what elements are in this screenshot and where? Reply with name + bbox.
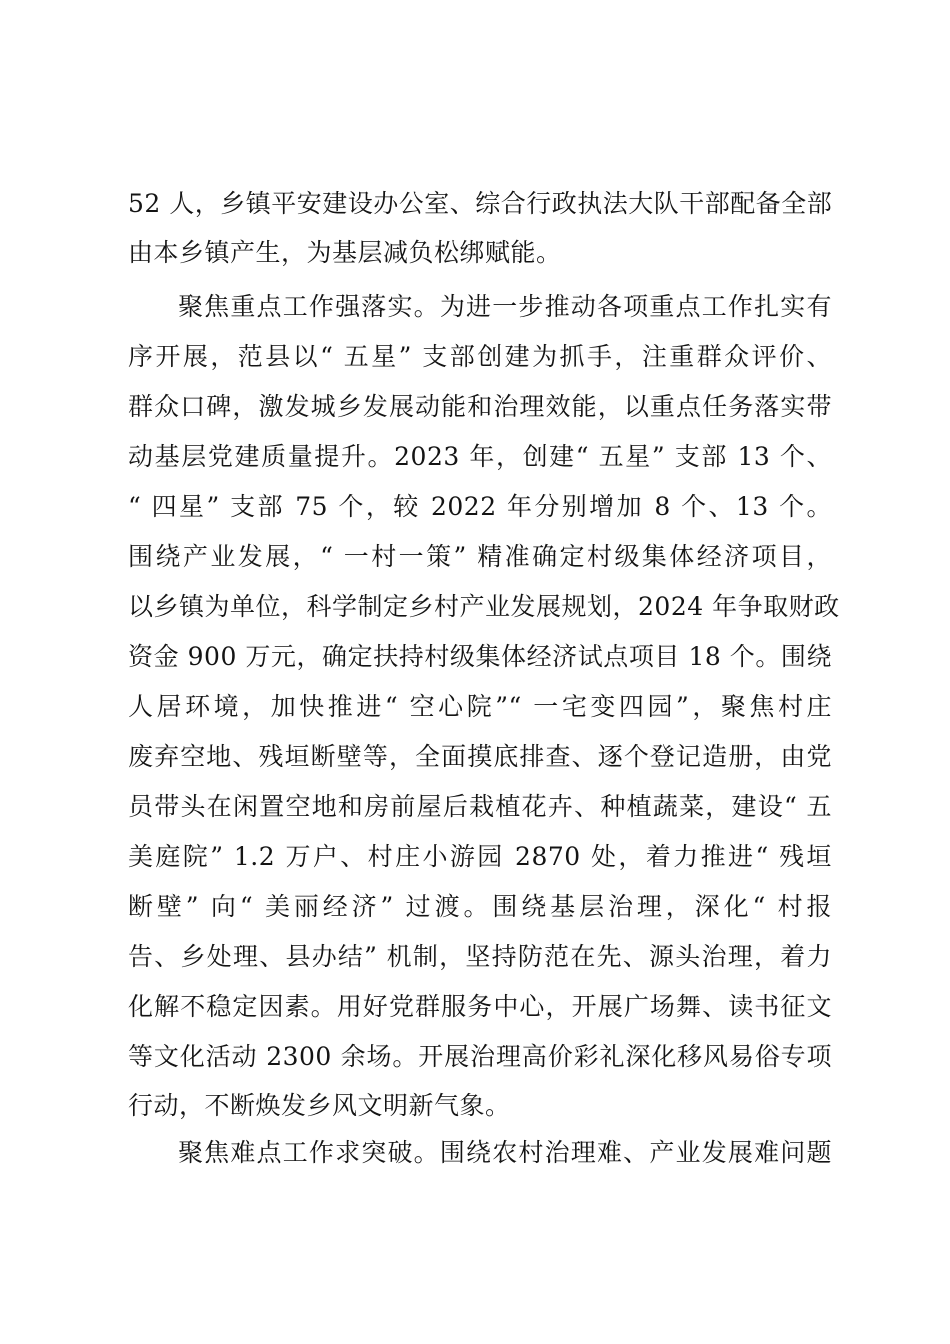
text-line-8: 围绕产业发展，“ 一村一策” 精准确定村级集体经济项目， [128,542,832,571]
text-line-11: 人居环境，加快推进“ 空心院”“ 一宅变四园”，聚焦村庄 [128,692,832,721]
text-line-7: “ 四星” 支部 75 个，较 2022 年分别增加 8 个、13 个。 [128,492,832,521]
text-line-12: 废弃空地、残垣断壁等，全面摸底排查、逐个登记造册，由党 [128,742,832,771]
text-line-4: 序开展，范县以“ 五星” 支部创建为抓手，注重群众评价、 [128,342,832,371]
text-line-5: 群众口碑，激发城乡发展动能和治理效能，以重点任务落实带 [128,392,832,421]
text-line-1: 52 人，乡镇平安建设办公室、综合行政执法大队干部配备全部 [128,189,833,218]
text-line-19: 行动，不断焕发乡风文明新气象。 [128,1091,511,1120]
text-line-6: 动基层党建质量提升。2023 年，创建“ 五星” 支部 13 个、 [128,442,832,471]
text-line-18: 等文化活动 2300 余场。开展治理高价彩礼深化移风易俗专项 [128,1042,832,1071]
text-line-16: 告、乡处理、县办结” 机制，坚持防范在先、源头治理，着力 [128,942,832,971]
text-line-14: 美庭院” 1.2 万户、村庄小游园 2870 处，着力推进“ 残垣 [128,842,832,871]
text-line-2: 由本乡镇产生，为基层减负松绑赋能。 [128,238,562,267]
paragraph-heading-focus-difficult-work: 聚焦难点工作求突破。围绕农村治理难、产业发展难问题 [178,1138,832,1167]
text-line-15: 断壁” 向“ 美丽经济” 过渡。围绕基层治理，深化“ 村报 [128,892,832,921]
text-line-10: 资金 900 万元，确定扶持村级集体经济试点项目 18 个。围绕 [128,642,832,671]
text-line-13: 员带头在闲置空地和房前屋后栽植花卉、种植蔬菜，建设“ 五 [128,792,832,821]
text-line-17: 化解不稳定因素。用好党群服务中心，开展广场舞、读书征文 [128,992,832,1021]
text-line-9: 以乡镇为单位，科学制定乡村产业发展规划，2024 年争取财政 [128,592,840,621]
paragraph-heading-focus-key-work: 聚焦重点工作强落实。为进一步推动各项重点工作扎实有 [178,292,832,321]
